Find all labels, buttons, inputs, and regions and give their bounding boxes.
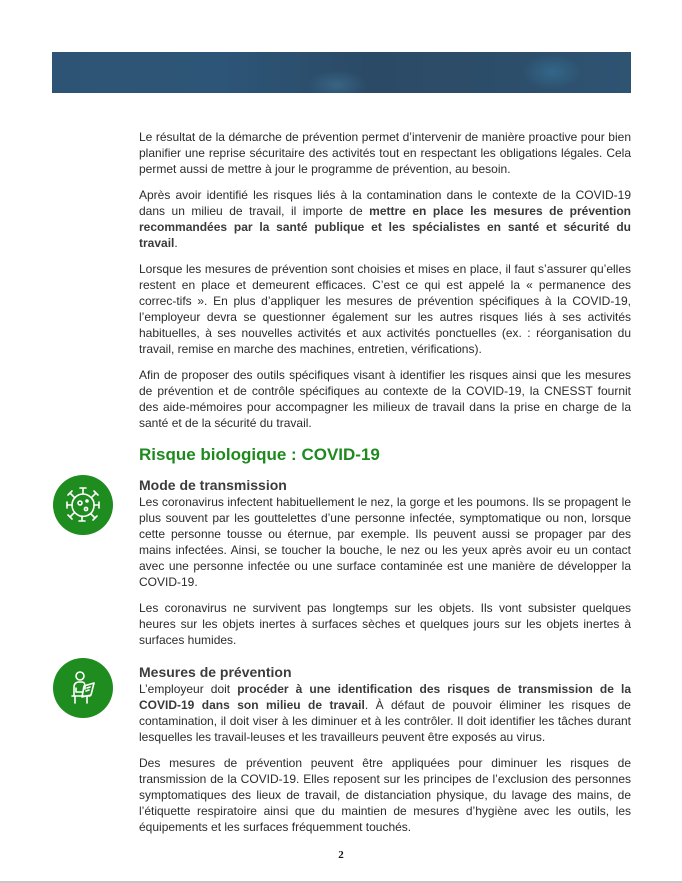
transmission-paragraph-1: Les coronavirus infectent habituellement le nez, la gorge et les poumons. Ils se propagent le plus souvent par les gouttelettes d’une personne infectée, symptomatique ou non, lorsque cette personne tousse ou éternue, par exemple. Ils peuvent aussi se propager par des mains infectées. Ainsi, se toucher la bouche, le nez ou les yeux après avoir eu un contact avec une personne infectée ou une surface contaminée est une manière de développer la COVID-19. [139,495,631,589]
subsection-prevention [139,664,631,835]
paragraph-text: . [174,236,178,250]
paragraph-text: . À défaut de pouvoir éliminer les risques de contamination, il doit viser à les diminuer et à les contrôler. Il doit identifier les tâches durant lesquelles les travail-leuses et les travailleurs peuvent être exposés au virus. [139,698,631,744]
header-banner [52,52,631,93]
prevention-paragraph-1 [139,681,631,745]
paragraph-text: L’employeur doit [139,682,238,696]
virus-icon [53,475,113,535]
transmission-paragraph-2: Les coronavirus ne survivent pas longtemps sur les objets. Ils vont subsister quelques heures sur les objets inertes à surfaces sèches et quelques jours sur les objets inertes à surfaces humides. [139,601,631,647]
subsection-title: Mesures de prévention [139,664,292,680]
page-content [139,129,631,845]
subsection-transmission [139,477,631,648]
page-number: 2 [338,849,344,861]
person-reading-icon [53,658,113,718]
intro-paragraph-4: Afin de proposer des outils spécifiques visant à identifier les risques ainsi que les mesures de prévention et de contrôle spécifiques au contexte de la COVID-19, la CNESST fournit des aide-mémoires pour accompagner les milieux de travail dans la prise en charge de la santé et de la sécurité du travail. [139,368,631,430]
intro-paragraph-1: Le résultat de la démarche de prévention permet d’intervenir de manière proactive pour bien planifier une reprise sécuritaire des activités tout en respectant les obligations légales. Cela permet aussi de mettre à jour le programme de prévention, au besoin. [139,130,631,176]
intro-paragraph-2 [139,187,631,251]
intro-paragraph-3: Lorsque les mesures de prévention sont choisies et mises en place, il faut s’assurer qu’elles restent en place et demeurent efficaces. C’est ce qui est appelé la « permanence des correc-tifs ». En plus d’appliquer les mesures de prévention spécifiques à la COVID-19, l’employeur devra se questionner également sur les autres risques liés à ses activités habituelles, à ses nouvelles activités et aux activités ponctuelles (ex. : réorganisation du travail, remise en marche des machines, entretien, vérifications). [139,262,631,356]
banner-decoration [307,70,367,93]
paragraph-bold-text: procéder à une identification des risques de transmission de la COVID-19 dans son milieu de travail [139,682,631,712]
subsection-title: Mode de transmission [139,477,287,493]
prevention-paragraph-2: Des mesures de prévention peuvent être appliquées pour diminuer les risques de transmission de la COVID-19. Elles reposent sur les principes de l’exclusion des personnes symptomatiques des lieux de travail, de distanciation physique, du lavage des mains, de l’étiquette respiratoire ainsi que du maintien de mesures d’hygiène avec les outils, les équipements et les surfaces fréquemment touchés. [139,756,631,834]
section-title: Risque biologique : COVID-19 [139,445,380,464]
paragraph-text: Après avoir identifié les risques liés à la contamination dans le contexte de la COVID-19 dans un milieu de travail, il importe de [139,188,631,218]
banner-decoration [522,54,582,90]
paragraph-bold-text: mettre en place les mesures de prévention recommandées par la santé publique et les spécialistes en santé et sécurité du travail [139,204,631,250]
